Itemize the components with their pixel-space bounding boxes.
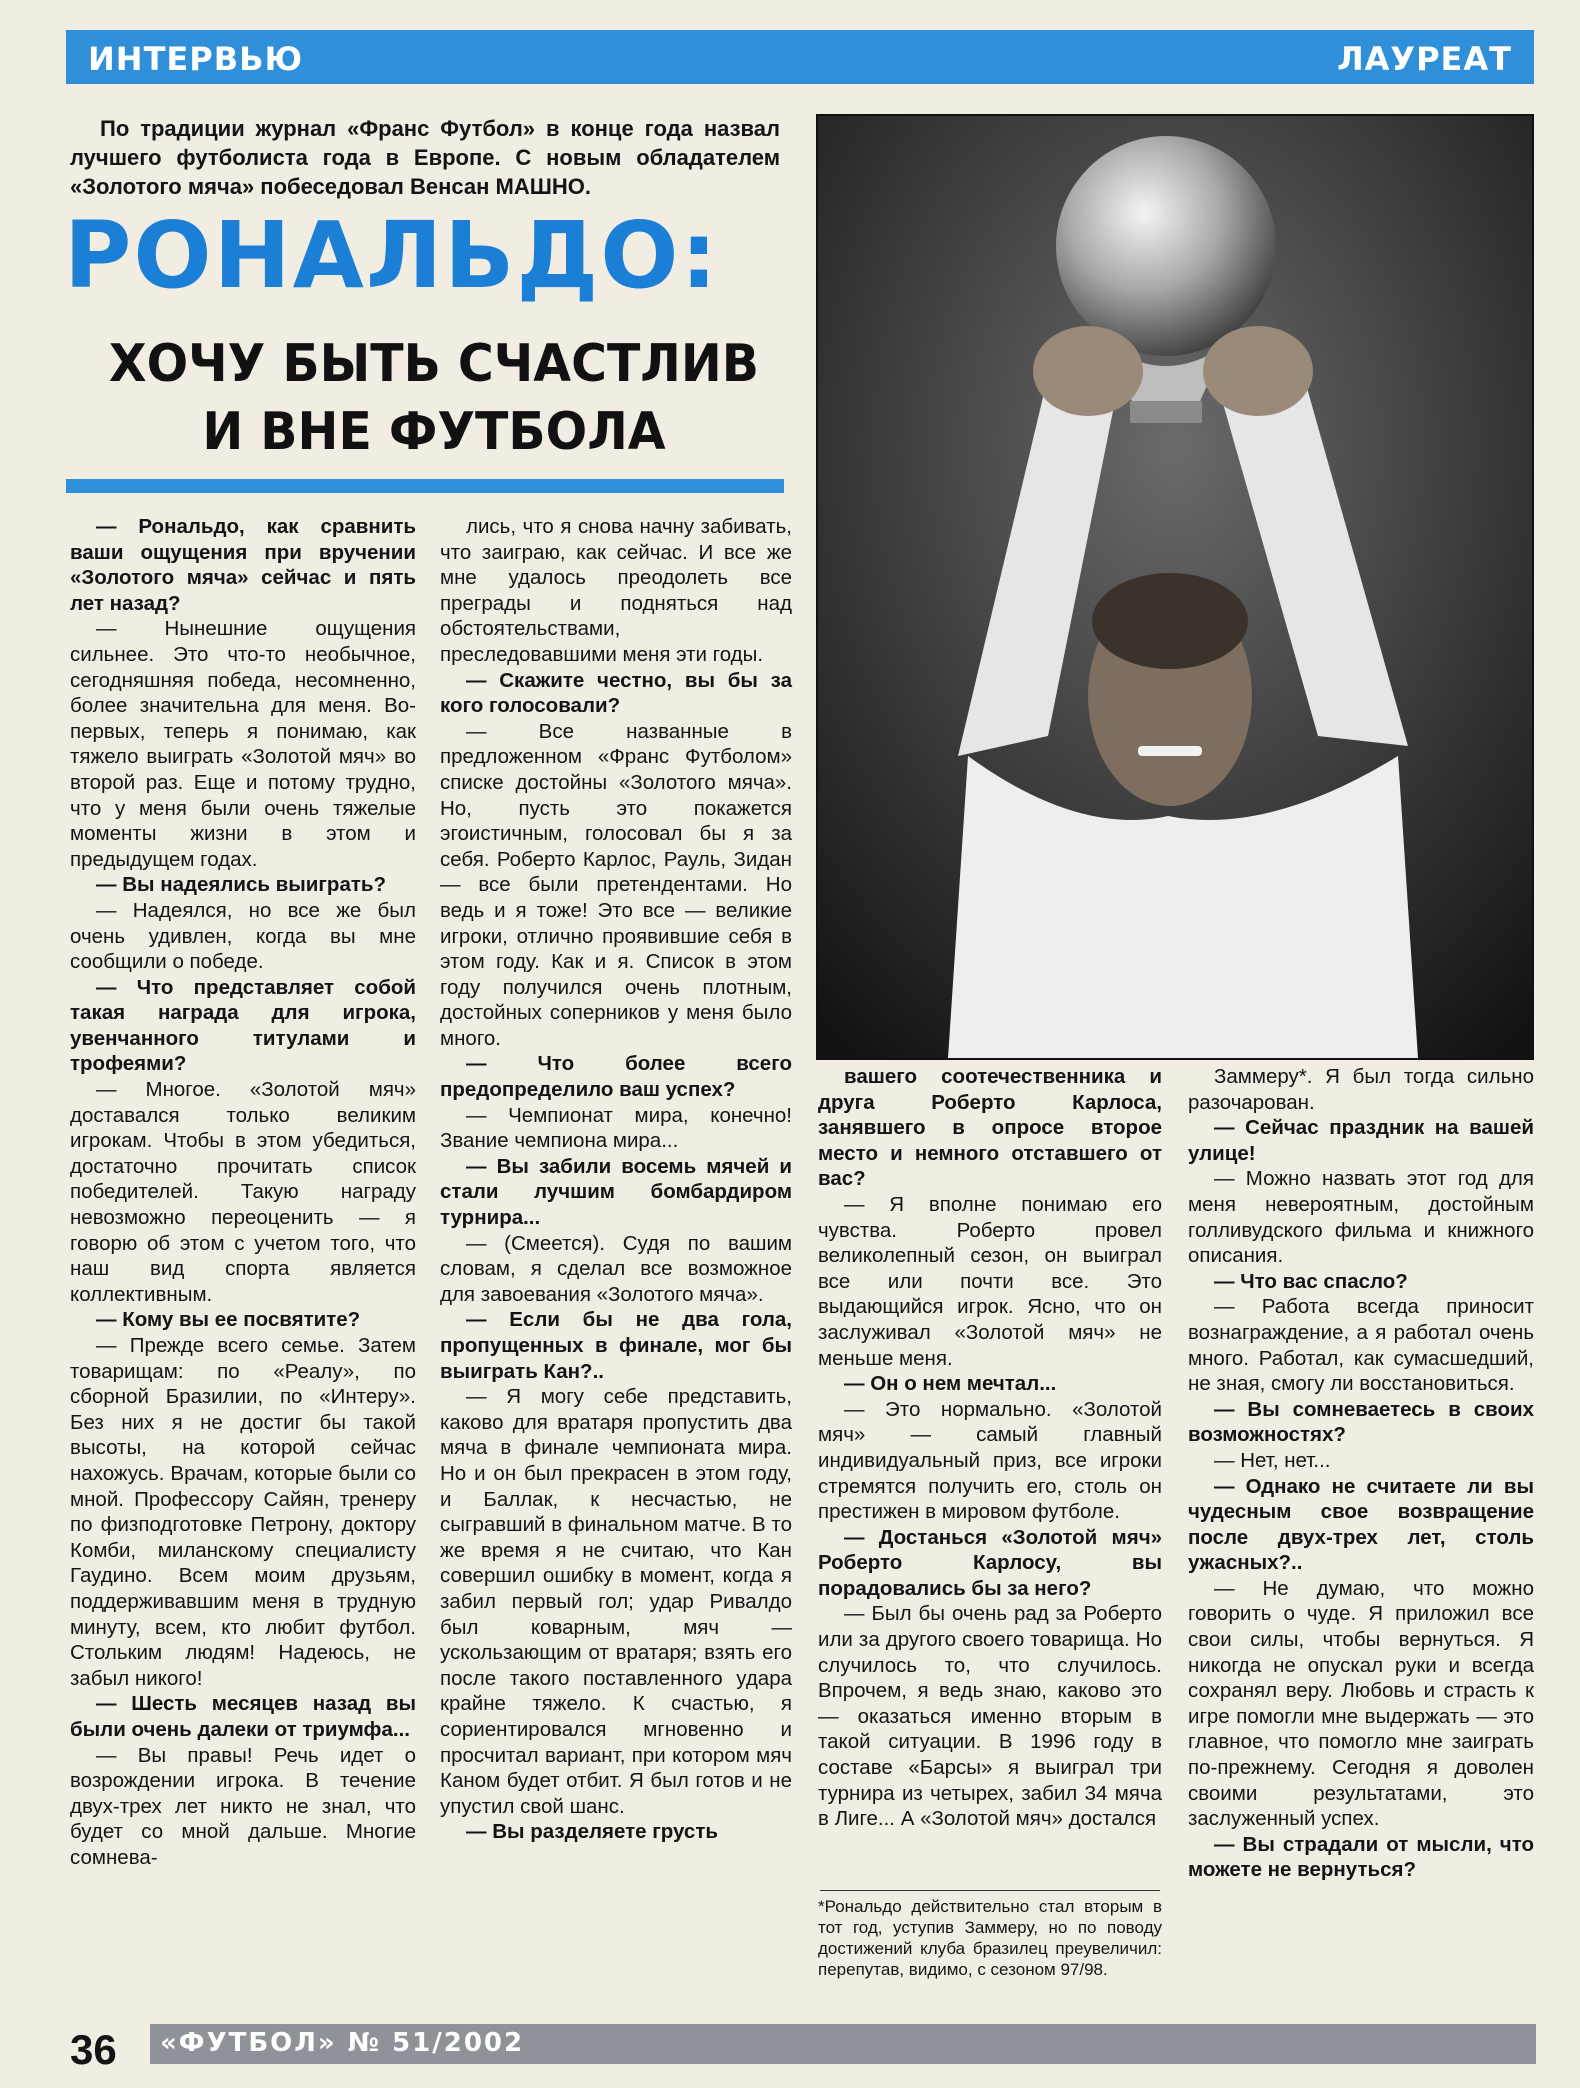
interview-answer: — Был бы очень рад за Роберто или за другого своего товарища. Но случилось то, что случилось. Впрочем, я ведь знаю, каково это — оказаться именно вторым в такой ситуации. В 1996 году в составе «Барсы» я выиграл три турнира из четырех, забил 34 мяча в Лиге... А «Золотой мяч» достался <box>818 1602 1162 1831</box>
page-number: 36 <box>70 2026 117 2073</box>
interview-answer: — Все названные в предложенном «Франс Футболом» списке достойны «Золотого мяча». Но, пусть это покажется эгоистичным, голосовал бы я за себя. Роберто Карлос, Рауль, Зидан — все были претендентами. Но ведь и я тоже! Это все — великие игроки, отлично проявившие себя в этом году. Как и я. Список в этом году получился очень плотным, достойных соперников у меня было много. <box>440 719 792 1050</box>
interview-question: — Рональдо, как сравнить ваши ощущения при вручении «Золотого мяча» сейчас и пять лет назад? <box>70 515 416 615</box>
interview-answer: лись, что я снова начну забивать, что заиграю, как сейчас. И все же мне удалось преодолеть все преграды и подняться над обстоятельствами, преследовавшими меня эти годы. <box>440 515 792 666</box>
interview-answer: — Я вполне понимаю его чувства. Роберто провел великолепный сезон, он выиграл все или почти все. Это выдающийся игрок. Ясно, что он заслуживал «Золотой мяч» не меньше меня. <box>818 1192 1162 1370</box>
footnote-rule <box>820 1890 1160 1891</box>
interview-question: — Что вас спасло? <box>1214 1269 1408 1293</box>
section-label-laureate: ЛАУРЕАТ <box>1337 40 1512 78</box>
interview-question: — Достанься «Золотой мяч» Роберто Карлосу, вы порадовались бы за него? <box>818 1525 1162 1600</box>
article-column-3 <box>818 1064 1162 1832</box>
interview-answer: — Это нормально. «Золотой мяч» — самый главный индивидуальный приз, все игроки стремятся получить его, столь он престижен в мировом футболе. <box>818 1397 1162 1524</box>
interview-answer: — Можно назвать этот год для меня невероятным, достойным голливудского фильма и книжного описания. <box>1188 1167 1534 1268</box>
interview-answer: — Надеялся, но все же был очень удивлен, когда вы мне сообщили о победе. <box>70 898 416 974</box>
interview-question: — Он о нем мечтал... <box>844 1372 1057 1396</box>
headline-main: РОНАЛЬДО: <box>64 202 720 309</box>
photo-illustration <box>818 116 1532 1058</box>
interview-answer: — Я могу себе представить, каково для вратаря пропустить два мяча в финале чемпионата мира. Но и он был прекрасен в этом году, и Баллак, к несчастью, не сыгравший в финальном матче. В то же время я не считаю, что Кан совершил ошибку в момент, когда я забил первый гол; удар Ривалдо был коварным, мяч — ускользающим от вратаря; взять его после такого поставленного удара крайне тяжело. К счастью, я сориентировался мгновенно и просчитал вариант, при котором мяч Каном будет отбит. Я был готов и не упустил свой шанс. <box>440 1385 792 1818</box>
article-lead: По традиции журнал «Франс Футбол» в конце года назвал лучшего футболиста года в Европе. С новым обладателем «Золотого мяча» побеседовал Венсан МАШНО. <box>70 116 780 199</box>
section-label-interview: ИНТЕРВЬЮ <box>88 40 304 78</box>
interview-answer: Заммеру*. Я был тогда сильно разочарован. <box>1188 1065 1534 1114</box>
photo-player-with-ballon-dor <box>816 114 1534 1060</box>
interview-answer: — Не думаю, что можно говорить о чуде. Я приложил все свои силы, чтобы вернуться. Я никогда не опускал руки и всегда сохранял веру. Любовь и страсть к игре помогли мне выдержать — это главное, что помогло мне заиграть по-прежнему. Сегодня я доволен своими результатами, это заслуженный успех. <box>1188 1576 1534 1831</box>
footnote: *Рональдо действительно стал вторым в тот год, уступив Заммеру, но по поводу достижений клуба бразилец преувеличил: перепутав, видимо, с сезоном 97/98. <box>818 1897 1162 1979</box>
interview-question: — Вы забили восемь мячей и стали лучшим бомбардиром турнира... <box>440 1154 792 1230</box>
interview-question: — Вы надеялись выиграть? <box>96 873 387 897</box>
headline-sub-line2: И ВНЕ ФУТБОЛА <box>202 402 666 462</box>
interview-question: — Вы разделяете грусть <box>466 1820 718 1844</box>
interview-answer: — Многое. «Золотой мяч» доставался только великим игрокам. Чтобы в этом убедиться, достаточно прочитать список победителей. Такую награду невозможно переоценить — я говорю об этом с учетом того, что наш вид спорта является коллективным. <box>70 1078 416 1306</box>
interview-answer: — Прежде всего семье. Затем товарищам: по «Реалу», по сборной Бразилии, по «Интеру». Без них я не достиг бы такой высоты, на которой сейчас нахожусь. Врачам, которые были со мной. Профессору Сайян, тренеру по физподготовке Петрону, доктору Комби, миланскому специалисту Гаудино. Всем моим друзьям, поддерживавшим меня в трудную минуту, всем, кто любит футбол. Стольким людям! Надеюсь, не забыл никого! <box>70 1334 416 1690</box>
article-column-1 <box>70 514 416 1870</box>
interview-answer: — Чемпионат мира, конечно! Звание чемпиона мира... <box>440 1103 792 1153</box>
interview-question: — Шесть месяцев назад вы были очень далеки от триумфа... <box>70 1692 416 1741</box>
interview-question: — Однако не считаете ли вы чудесным свое возвращение после двух-трех лет, столь ужасных?.. <box>1188 1474 1534 1575</box>
interview-question: — Сейчас праздник на вашей улице! <box>1188 1116 1534 1165</box>
interview-answer: — Вы правы! Речь идет о возрождении игрока. В течение двух-трех лет никто не знал, что будет со мной дальше. Многие сомнева- <box>70 1743 416 1869</box>
headline-sub <box>86 330 782 466</box>
interview-question: — Вы страдали от мысли, что можете не вернуться? <box>1188 1832 1534 1882</box>
headline-rule <box>66 479 784 493</box>
interview-question: — Скажите честно, вы бы за кого голосовали? <box>440 668 792 718</box>
interview-question: — Что представляет собой такая награда для игрока, увенчанного титулами и трофеями? <box>70 975 416 1076</box>
interview-question: — Если бы не два гола, пропущенных в финале, мог бы выиграть Кан?.. <box>440 1308 792 1383</box>
headline-sub-line1: ХОЧУ БЫТЬ СЧАСТЛИВ <box>108 334 760 394</box>
interview-answer: — Работа всегда приносит вознаграждение, а я работал очень много. Работал, как сумасшедший, не зная, смогу ли восстановиться. <box>1188 1295 1534 1396</box>
article-column-4 <box>1188 1064 1534 1883</box>
section-banner <box>66 30 1534 84</box>
interview-question: — Что более всего предопределило ваш успех? <box>440 1052 792 1102</box>
interview-answer: — Нет, нет... <box>1214 1448 1331 1472</box>
article-column-2 <box>440 514 792 1845</box>
interview-question: — Кому вы ее посвятите? <box>96 1308 361 1332</box>
interview-answer: — Нынешние ощущения сильнее. Это что-то необычное, сегодняшняя победа, несомненно, более значительна для меня. Во-первых, теперь я понимаю, как тяжело выиграть «Золотой мяч» во второй раз. Еще и потому трудно, что у меня были очень тяжелые моменты жизни в этом и предыдущем годах. <box>70 617 416 871</box>
issue-label: «ФУТБОЛ» № 51/2002 <box>160 2028 525 2058</box>
interview-question: — Вы сомневаетесь в своих возможностях? <box>1188 1397 1534 1447</box>
interview-answer: — (Смеется). Судя по вашим словам, я сделал все возможное для завоевания «Золотого мяча». <box>440 1231 792 1306</box>
interview-question: вашего соотечественника и друга Роберто Карлоса, занявшего в опросе второе место и немного отставшего от вас? <box>818 1065 1162 1191</box>
